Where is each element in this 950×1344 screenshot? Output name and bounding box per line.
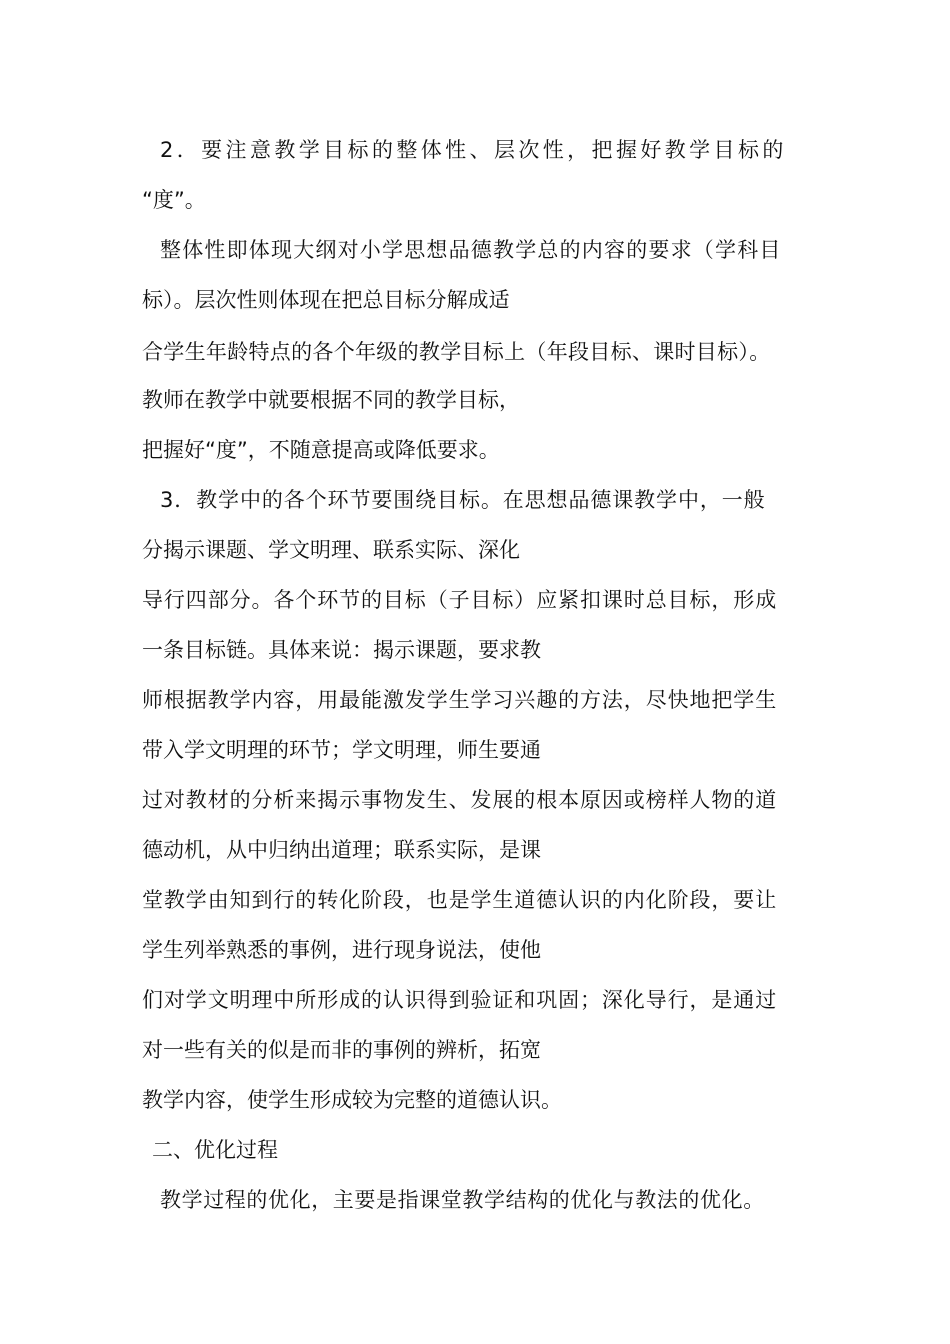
paragraph-line: 一条目标链。具体来说：揭示课题，要求教 — [142, 638, 541, 662]
paragraph-line: 师根据教学内容，用最能激发学生学习兴趣的方法，尽快地把学生 — [142, 688, 778, 712]
paragraph-line: 教学过程的优化，主要是指课堂教学结构的优化与教法的优化。 — [160, 1188, 765, 1212]
paragraph-line: 教学内容，使学生形成较为完整的道德认识。 — [142, 1088, 562, 1112]
paragraph-line: 2．要注意教学目标的整体性、层次性，把握好教学目标的 — [160, 138, 787, 162]
paragraph-line: 把握好“度”，不随意提高或降低要求。 — [142, 438, 500, 462]
section-heading: 二、优化过程 — [152, 1138, 278, 1162]
paragraph-line: 3．教学中的各个环节要围绕目标。在思想品德课教学中，一般 — [160, 488, 766, 512]
paragraph-line: 标）。层次性则体现在把总目标分解成适 — [142, 288, 510, 312]
paragraph-line: 学生列举熟悉的事例，进行现身说法，使他 — [142, 938, 541, 962]
paragraph-line: 合学生年龄特点的各个年级的教学目标上（年段目标、课时目标）。 — [142, 340, 771, 364]
paragraph-line: 带入学文明理的环节；学文明理，师生要通 — [142, 738, 541, 762]
paragraph-line: 过对教材的分析来揭示事物发生、发展的根本原因或榜样人物的道 — [142, 788, 778, 812]
paragraph-line: 分揭示课题、学文明理、联系实际、深化 — [142, 538, 520, 562]
paragraph-line: 德动机，从中归纳出道理；联系实际，是课 — [142, 838, 541, 862]
paragraph-line: “度”。 — [142, 188, 206, 212]
paragraph-line: 导行四部分。各个环节的目标（子目标）应紧扣课时总目标，形成 — [142, 588, 778, 612]
paragraph-line: 对一些有关的似是而非的事例的辨析，拓宽 — [142, 1038, 541, 1062]
paragraph-line: 整体性即体现大纲对小学思想品德教学总的内容的要求（学科目 — [160, 238, 782, 262]
paragraph-line: 教师在教学中就要根据不同的教学目标， — [142, 388, 520, 412]
paragraph-line: 堂教学由知到行的转化阶段，也是学生道德认识的内化阶段，要让 — [142, 888, 778, 912]
paragraph-line: 们对学文明理中所形成的认识得到验证和巩固；深化导行，是通过 — [142, 988, 778, 1012]
